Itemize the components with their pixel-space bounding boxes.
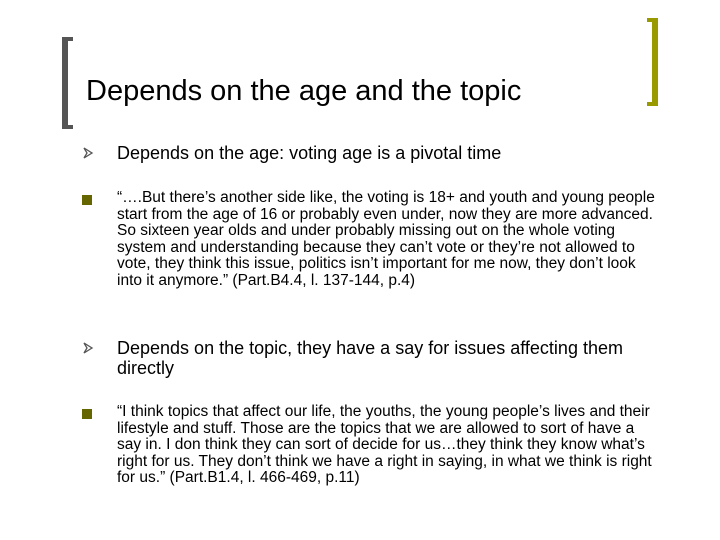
bullet-text: Depends on the age: voting age is a pivotal time [117,143,502,163]
right-bracket-decoration [647,18,658,106]
arrow-bullet-icon [82,147,94,159]
bullet-text: “I think topics that affect our life, the youths, the young people’s lives and their lifestyle and stuff. Those are the topics that we are allowed to sort of have a say in. I don think they can sort of decide for us…they think they know what’s right for us. They don’t think we have a right in saying, in what we think is right for us.” (Part.B1.4, l. 466-469, p.11) [117,403,652,486]
square-bullet-icon [82,195,92,205]
bullet-text: “….But there’s another side like, the voting is 18+ and youth and young people start from the age of 16 or probably even under, now they are more advanced. So sixteen year olds and under probably missing out on the whole voting system and understanding because they can’t vote or they’re not allowed to vote, they think this issue, politics isn’t important for me now, they don’t look into it anymore.” (Part.B4.4, l. 137-144, p.4) [117,189,655,289]
arrow-bullet-icon [82,342,94,354]
left-bracket-decoration [62,37,73,129]
bullet-text: Depends on the topic, they have a say for issues affecting them directly [117,338,623,378]
slide-title: Depends on the age and the topic [86,75,522,107]
square-bullet-icon [82,409,92,419]
